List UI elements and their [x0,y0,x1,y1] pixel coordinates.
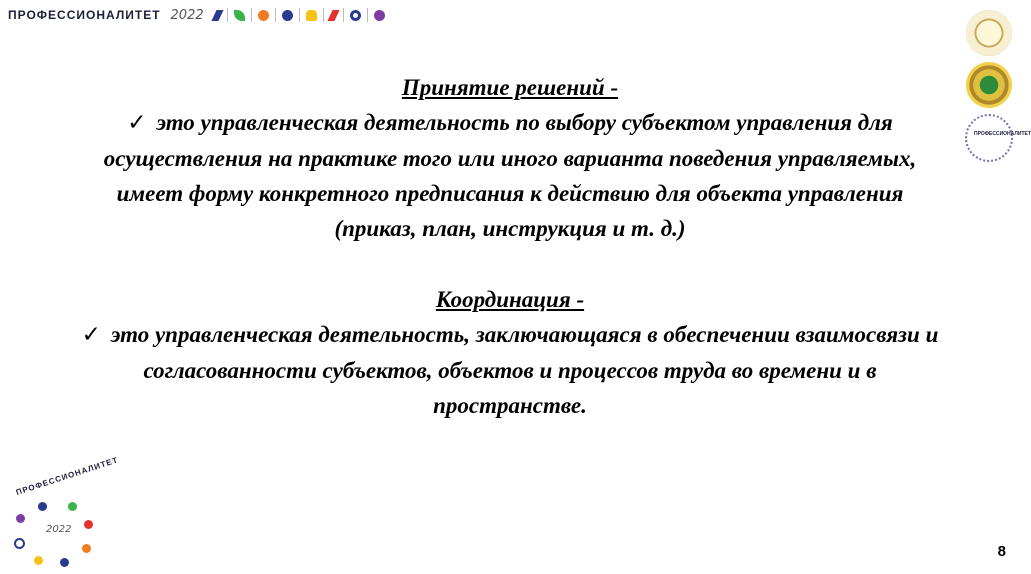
divider [367,8,368,22]
brand-bar [8,4,385,26]
page-number: 8 [997,543,1006,560]
definition-text: это управленческая деятельность, заключающаяся в обеспечении взаимосвязи и согласованности субъектов, объектов и процессов труда во времени и в пространстве. [110,322,939,418]
red-slash-icon [84,520,93,529]
slide-content [80,70,940,423]
republic-coat-of-arms-emblem [966,62,1012,108]
purple-dot-icon [16,514,25,523]
checkmark-icon: ✓ [127,110,147,136]
divider [227,8,228,22]
brand-wordmark: ПРОФЕССИОНАЛИТЕТ [8,8,161,22]
blue-slash-icon [211,10,223,21]
professionalitet-badge-emblem [965,114,1031,162]
badge-year: 2022 [46,524,72,535]
blue-ring-icon [350,10,361,21]
blue-shield-icon [38,502,47,511]
blue-slash-icon [60,558,69,567]
divider [323,8,324,22]
definition-decision-making [80,105,940,246]
red-slash-icon [327,10,339,21]
orange-drop-icon [82,544,91,553]
green-leaf-icon [234,10,245,21]
section-heading-coordination: Координация - [435,287,585,312]
badge-ring-text: ПРОФЕССИОНАЛИТЕТ [14,455,120,497]
blue-shield-icon [282,10,293,21]
professionalitet-logo-badge [4,455,120,574]
section-heading-decision-making: Принятие решений - [401,75,619,100]
divider [275,8,276,22]
green-leaf-icon [68,502,77,511]
definition-text: это управленческая деятельность по выбору субъектом управления для осуществления на практике того или иного варианта поведения управляемых, имеет форму конкретного предписания к действию для объекта управления (приказ, план, инструкция и т. д.) [103,110,917,241]
divider [251,8,252,22]
purple-swirl-icon [374,10,385,21]
divider [299,8,300,22]
blue-ring-icon [14,538,25,549]
emblems-column [964,8,1031,168]
checkmark-icon: ✓ [81,322,101,348]
yellow-bell-icon [34,556,43,565]
divider [343,8,344,22]
definition-coordination [80,317,940,423]
college-seal-emblem [966,10,1012,56]
yellow-bell-icon [306,10,317,21]
badge-mini-text: ПРОФЕССИОНАЛИТЕТ [974,131,1031,137]
orange-drop-icon [258,10,269,21]
brand-year: 2022 [170,7,204,23]
